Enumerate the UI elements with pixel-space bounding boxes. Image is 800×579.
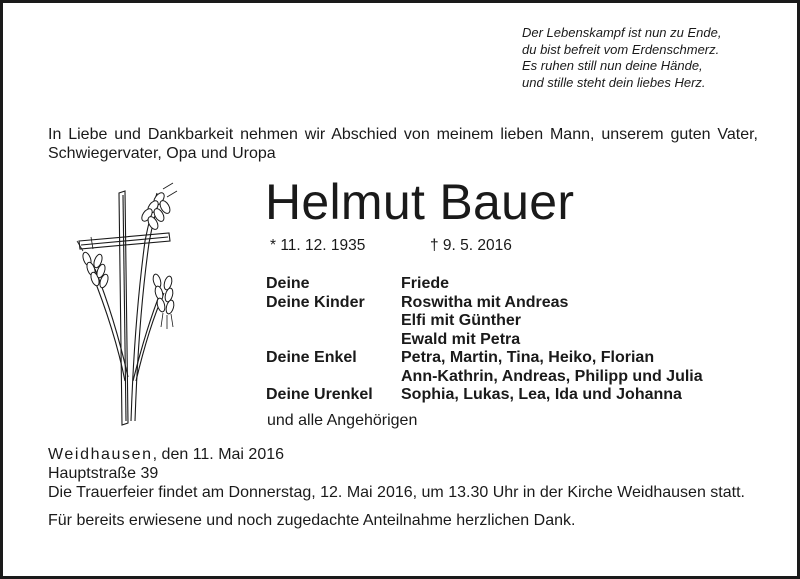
footer	[48, 445, 758, 530]
mourner-names: Friede	[401, 275, 450, 292]
place: Weidhausen	[48, 446, 153, 463]
mourner-relation: Deine Enkel	[266, 349, 357, 366]
mourner-relation: Deine Urenkel	[266, 386, 373, 403]
mourner-row	[266, 275, 703, 294]
death-date: † 9. 5. 2016	[430, 237, 512, 254]
mourner-names: Ann-Kathrin, Andreas, Philipp und Julia	[401, 367, 703, 385]
place-date-line	[48, 445, 758, 464]
thanks-line: Für bereits erwiesene und noch zugedachte Anteilnahme herzlichen Dank.	[48, 512, 576, 529]
funeral-service-info: Die Trauerfeier findet am Donnerstag, 12. Mai 2016, um 13.30 Uhr in der Kirche Weidhausen statt.	[48, 484, 745, 501]
mourner-row	[266, 312, 703, 331]
address: Hauptstraße 39	[48, 465, 159, 482]
mourner-row	[266, 294, 703, 313]
mourner-names: Ewald mit Petra	[401, 330, 521, 348]
life-dates	[270, 237, 512, 255]
poem-line: Es ruhen still nun deine Hände,	[522, 58, 703, 73]
mourner-names: Elfi mit Günther	[401, 312, 521, 329]
mourner-relation	[266, 312, 401, 331]
mourner-relation: Deine	[266, 275, 310, 292]
mourner-row	[266, 368, 703, 387]
deceased-name: Helmut Bauer	[265, 174, 575, 230]
mourner-row	[266, 331, 703, 350]
poem-line: du bist befreit vom Erdenschmerz.	[522, 41, 720, 57]
mourner-names: Roswitha mit Andreas	[401, 293, 569, 311]
mourner-relation	[266, 331, 401, 350]
poem-line: und stille steht dein liebes Herz.	[522, 74, 706, 90]
mourner-names: Sophia, Lukas, Lea, Ida und Johanna	[401, 386, 682, 403]
mourner-row	[266, 349, 703, 368]
mourner-relation	[266, 368, 401, 387]
notice-date: , den 11. Mai 2016	[152, 446, 285, 463]
birth-date: * 11. 12. 1935	[270, 237, 366, 254]
mourner-row	[266, 386, 703, 405]
other-relatives: und alle Angehörigen	[267, 412, 418, 429]
mourners-list	[266, 275, 703, 405]
cross-with-wheat-icon	[73, 181, 193, 426]
poem	[522, 25, 792, 91]
poem-line: Der Lebenskampf ist nun zu Ende,	[522, 25, 722, 40]
mourner-relation: Deine Kinder	[266, 293, 365, 311]
intro-text: In Liebe und Dankbarkeit nehmen wir Abschied von meinem lieben Mann, unserem guten Vater, Schwiegervater, Opa und Uropa	[48, 126, 758, 162]
mourner-names: Petra, Martin, Tina, Heiko, Florian	[401, 349, 655, 366]
